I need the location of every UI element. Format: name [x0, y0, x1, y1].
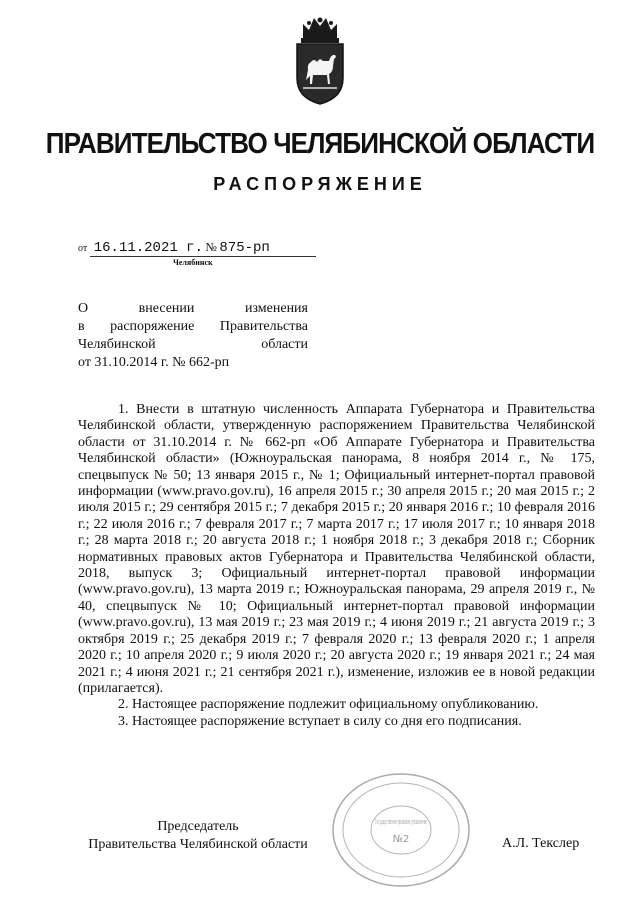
signatory-title-line: Председатель [157, 819, 239, 834]
body-paragraph: 2. Настоящее распоряжение подлежит официальному опубликованию. [118, 697, 539, 713]
signatory-title [78, 818, 318, 854]
official-seal-icon [326, 768, 476, 893]
body-paragraph: 1. Внести в штатную численность Аппарата Губернатора и Правительства Челябинской области, утвержденную распоряжением Правительства Челябинской области от 31.10.2014 г. № 662-рп «Об Аппарате Губернатора и Правительства Челябинской области» (Южноуральская панорама, 8 ноября 2014 г., № 175, спецвыпуск № 50; 13 января 2015 г., № 1; Официальный интернет-портал правовой информации (www.pravo.gov.ru), 16 апреля 2015 г.; 30 апреля 2015 г.; 20 мая 2015 г.; 2 июля 2015 г.; 29 сентября 2015 г.; 7 декабря 2015 г.; 20 января 2016 г.; 10 февраля 2016 г.; 22 июля 2016 г.; 7 февраля 2017 г.; 7 марта 2017 г.; 17 июля 2017 г.; 10 января 2018 г.; 28 марта 2018 г.; 20 августа 2018 г.; 1 ноября 2018 г.; 3 декабря 2018 г.; Сборник нормативных правовых актов Губернатора и Правительства Челябинской области, 2018, выпуск 3; Официальный интернет-портал правовой информации (www.pravo.gov.ru), 13 марта 2019 г.; Южноуральская панорама, 29 апреля 2019 г., № 40, спецвыпуск № 10; Официальный интернет-портал правовой информации (www.pravo.gov.ru), 13 мая 2019 г.; 23 мая 2019 г.; 4 июня 2019 г.; 21 августа 2019 г.; 3 октября 2019 г.; 25 декабря 2019 г.; 7 февраля 2020 г.; 13 февраля 2020 г.; 1 апреля 2020 г.; 10 апреля 2020 г.; 9 июля 2020 г.; 20 августа 2020 г.; 19 января 2021 г.; 24 мая 2021 г.; 4 июня 2021 г.; 21 сентября 2021 г.), изменение, изложив ее в новой редакции (прилагается). [78, 402, 595, 696]
document-type: РАСПОРЯЖЕНИЕ [213, 174, 427, 194]
subject-line: О внесении изменения [78, 301, 308, 316]
subject-block [78, 300, 308, 372]
number-prefix: № [205, 240, 217, 254]
government-title: ПРАВИТЕЛЬСТВО ЧЕЛЯБИНСКОЙ ОБЛАСТИ [45, 128, 595, 160]
signatory-name: А.Л. Текслер [502, 836, 580, 851]
subject-line: в распоряжение Правительства [78, 319, 308, 334]
subject-line: от 31.10.2014 г. № 662-рп [78, 355, 230, 370]
document-date: 16.11.2021 г. [93, 240, 203, 256]
document-body [78, 402, 595, 730]
subject-line: Челябинской области [78, 337, 308, 352]
stamp-number: №2 [392, 834, 410, 845]
body-paragraph: 3. Настоящее распоряжение вступает в силу со дня его подписания. [118, 713, 522, 729]
date-prefix: от [78, 243, 88, 254]
signatory-title-line: Правительства Челябинской области [88, 837, 308, 852]
city-label: Челябинск [173, 258, 213, 267]
document-number: 875-рп [219, 240, 270, 256]
stamp-center-text: Государственно-правовое управление [375, 818, 427, 826]
coat-of-arms-icon [289, 14, 351, 106]
date-number-line [78, 240, 316, 257]
